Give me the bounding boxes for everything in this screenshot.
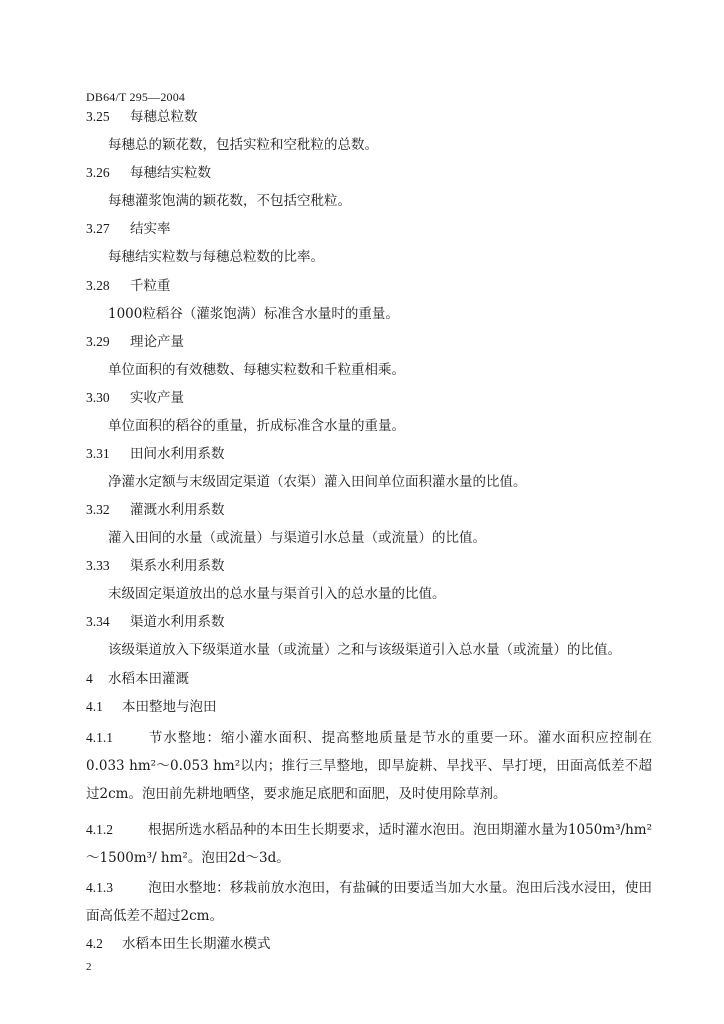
term-title: 渠道水利用系数 xyxy=(130,614,225,630)
term-definition: 单位面积的有效穗数、每穗实粒数和千粒重相乘。 xyxy=(108,362,405,378)
document-code: DB64/T 295—2004 xyxy=(86,90,186,104)
chapter-heading xyxy=(86,670,189,688)
clause-paragraph xyxy=(86,724,652,808)
term-title: 千粒重 xyxy=(130,278,171,294)
clause-number: 4.1.2 xyxy=(86,822,113,837)
term-number: 3.31 xyxy=(86,446,110,461)
term-heading xyxy=(86,164,211,182)
clause-text: 根据所选水稻品种的本田生长期要求，适时灌水泡田。泡田期灌水量为1050m³/hm²～1500m³/ hm²。泡田2d～3d。 xyxy=(86,822,652,866)
section-heading xyxy=(86,698,217,716)
term-number: 3.33 xyxy=(86,558,110,573)
clause-paragraph xyxy=(86,816,652,872)
chapter-title: 水稻本田灌溉 xyxy=(108,671,189,687)
term-title: 结实率 xyxy=(130,221,171,237)
term-title: 渠系水利用系数 xyxy=(130,558,225,574)
term-definition: 单位面积的稻谷的重量，折成标准含水量的重量。 xyxy=(108,418,405,434)
term-title: 灌溉水利用系数 xyxy=(130,502,225,518)
term-number: 3.32 xyxy=(86,502,110,517)
section-title: 水稻本田生长期灌水模式 xyxy=(122,936,271,952)
page-number: 2 xyxy=(86,961,92,973)
section-heading xyxy=(86,935,271,953)
term-number: 3.25 xyxy=(86,109,110,124)
term-definition: 每穗总的颖花数，包括实粒和空秕粒的总数。 xyxy=(108,137,378,153)
term-title: 每穗总粒数 xyxy=(130,109,198,125)
term-title: 每穗结实粒数 xyxy=(130,165,211,181)
term-definition: 每穗灌浆饱满的颖花数，不包括空秕粒。 xyxy=(108,193,351,209)
section-number: 4.2 xyxy=(86,936,103,951)
term-number: 3.28 xyxy=(86,278,110,293)
term-definition: 1000粒稻谷（灌浆饱满）标准含水量时的重量。 xyxy=(108,306,399,322)
term-heading xyxy=(86,333,184,351)
clause-number: 4.1.3 xyxy=(86,880,113,895)
term-title: 实收产量 xyxy=(130,390,184,406)
term-heading xyxy=(86,220,171,238)
term-title: 田间水利用系数 xyxy=(130,446,225,462)
term-definition: 末级固定渠道放出的总水量与渠首引入的总水量的比值。 xyxy=(108,586,446,602)
clause-number: 4.1.1 xyxy=(86,730,113,745)
term-heading xyxy=(86,445,225,463)
term-heading xyxy=(86,389,184,407)
term-title: 理论产量 xyxy=(130,334,184,350)
term-definition: 净灌水定额与末级固定渠道（农渠）灌入田间单位面积灌水量的比值。 xyxy=(108,474,527,490)
term-number: 3.26 xyxy=(86,165,110,180)
term-definition: 该级渠道放入下级渠道水量（或流量）之和与该级渠道引入总水量（或流量）的比值。 xyxy=(108,642,621,658)
chapter-number: 4 xyxy=(86,671,93,686)
term-heading xyxy=(86,557,225,575)
section-number: 4.1 xyxy=(86,699,103,714)
term-heading xyxy=(86,108,198,126)
term-heading xyxy=(86,501,225,519)
section-title: 本田整地与泡田 xyxy=(122,699,217,715)
clause-paragraph xyxy=(86,874,652,930)
term-heading xyxy=(86,613,225,631)
term-definition: 每穗结实粒数与每穗总粒数的比率。 xyxy=(108,249,324,265)
term-number: 3.34 xyxy=(86,614,110,629)
term-number: 3.29 xyxy=(86,334,110,349)
term-number: 3.27 xyxy=(86,221,110,236)
clause-text: 节水整地：缩小灌水面积、提高整地质量是节水的重要一环。灌水面积应控制在0.033 hm²～0.053 hm²以内；推行三旱整地，即旱旋耕、旱找平、旱打埂，田面高低差不超过2cm。泡田前先耕地晒垡，要求施足底肥和面肥，及时使用除草剂。 xyxy=(86,730,652,802)
term-number: 3.30 xyxy=(86,390,110,405)
term-definition: 灌入田间的水量（或流量）与渠道引水总量（或流量）的比值。 xyxy=(108,530,486,546)
term-heading xyxy=(86,277,171,295)
clause-text: 泡田水整地：移栽前放水泡田，有盐碱的田要适当加大水量。泡田后浅水浸田，使田面高低差不超过2cm。 xyxy=(86,880,652,924)
